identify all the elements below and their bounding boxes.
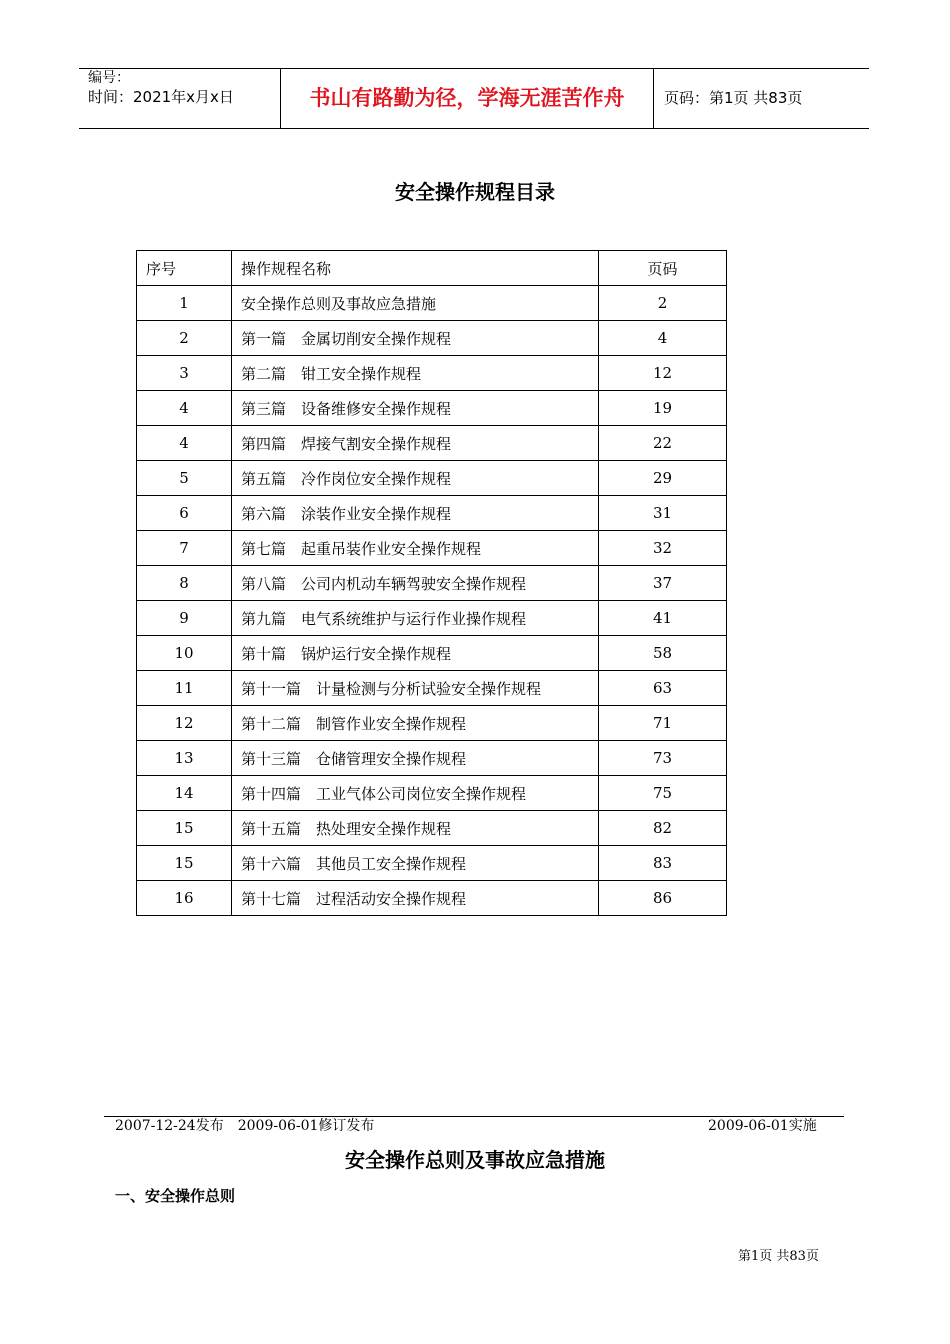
toc-row-number: 5 (137, 461, 232, 496)
toc-row-page: 19 (599, 391, 727, 426)
table-row (137, 776, 727, 811)
section-subtitle: 一、安全操作总则 (115, 1187, 236, 1205)
toc-row-name: 第八篇 公司内机动车辆驾驶安全操作规程 (232, 566, 599, 601)
toc-row-name: 第十二篇 制管作业安全操作规程 (232, 706, 599, 741)
toc-header-no: 序号 (137, 251, 232, 286)
toc-row-page: 41 (599, 601, 727, 636)
toc-row-page: 86 (599, 881, 727, 916)
toc-row-number: 12 (137, 706, 232, 741)
header-divider (653, 68, 654, 129)
table-row (137, 286, 727, 321)
table-row (137, 496, 727, 531)
table-row (137, 426, 727, 461)
table-row (137, 811, 727, 846)
table-row (137, 321, 727, 356)
toc-row-number: 11 (137, 671, 232, 706)
toc-row-number: 8 (137, 566, 232, 601)
toc-row-name: 第十四篇 工业气体公司岗位安全操作规程 (232, 776, 599, 811)
toc-header-name: 操作规程名称 (232, 251, 599, 286)
toc-row-number: 9 (137, 601, 232, 636)
toc-row-name: 第十七篇 过程活动安全操作规程 (232, 881, 599, 916)
header-motto: 书山有路勤为径，学海无涯苦作舟 (309, 86, 625, 110)
table-row (137, 566, 727, 601)
toc-row-page: 71 (599, 706, 727, 741)
header-number-label: 编号： (88, 70, 130, 86)
toc-row-name: 第一篇 金属切削安全操作规程 (232, 321, 599, 356)
toc-row-number: 6 (137, 496, 232, 531)
toc-row-number: 13 (137, 741, 232, 776)
toc-row-page: 83 (599, 846, 727, 881)
header-top-rule (79, 68, 869, 69)
publication-issued: 2007-12-24发布 2009-06-01修订发布 (115, 1118, 375, 1134)
section-title: 安全操作总则及事故应急措施 (345, 1148, 605, 1172)
toc-row-page: 58 (599, 636, 727, 671)
toc-row-page: 63 (599, 671, 727, 706)
toc-row-number: 1 (137, 286, 232, 321)
toc-row-number: 7 (137, 531, 232, 566)
toc-row-number: 10 (137, 636, 232, 671)
toc-row-name: 第九篇 电气系统维护与运行作业操作规程 (232, 601, 599, 636)
toc-row-name: 第三篇 设备维修安全操作规程 (232, 391, 599, 426)
table-row (137, 461, 727, 496)
toc-row-name: 第六篇 涂装作业安全操作规程 (232, 496, 599, 531)
toc-row-page: 32 (599, 531, 727, 566)
page-title: 安全操作规程目录 (395, 180, 555, 204)
table-row (137, 881, 727, 916)
toc-header-page: 页码 (599, 251, 727, 286)
toc-row-number: 4 (137, 426, 232, 461)
table-row (137, 671, 727, 706)
toc-row-page: 29 (599, 461, 727, 496)
toc-header-row (137, 251, 727, 286)
toc-row-page: 2 (599, 286, 727, 321)
table-row (137, 391, 727, 426)
header-time-label: 时间：2021年x月x日 (88, 88, 234, 106)
toc-row-name: 第五篇 冷作岗位安全操作规程 (232, 461, 599, 496)
table-row (137, 741, 727, 776)
toc-table (136, 250, 727, 916)
toc-row-number: 16 (137, 881, 232, 916)
page-footer: 第1页 共83页 (738, 1249, 819, 1264)
toc-row-name: 第二篇 钳工安全操作规程 (232, 356, 599, 391)
toc-row-page: 12 (599, 356, 727, 391)
toc-row-name: 第七篇 起重吊装作业安全操作规程 (232, 531, 599, 566)
toc-row-name: 第十六篇 其他员工安全操作规程 (232, 846, 599, 881)
toc-row-page: 73 (599, 741, 727, 776)
table-row (137, 356, 727, 391)
toc-row-page: 75 (599, 776, 727, 811)
toc-row-page: 82 (599, 811, 727, 846)
table-row (137, 601, 727, 636)
table-row (137, 531, 727, 566)
toc-row-number: 15 (137, 846, 232, 881)
toc-row-name: 第十三篇 仓储管理安全操作规程 (232, 741, 599, 776)
publication-effective: 2009-06-01实施 (708, 1118, 817, 1134)
toc-row-name: 第十五篇 热处理安全操作规程 (232, 811, 599, 846)
toc-row-page: 37 (599, 566, 727, 601)
toc-row-name: 第十篇 锅炉运行安全操作规程 (232, 636, 599, 671)
header-bottom-rule (79, 128, 869, 129)
table-row (137, 636, 727, 671)
toc-row-page: 22 (599, 426, 727, 461)
toc-row-number: 4 (137, 391, 232, 426)
toc-row-number: 3 (137, 356, 232, 391)
toc-row-number: 15 (137, 811, 232, 846)
table-row (137, 706, 727, 741)
toc-row-number: 14 (137, 776, 232, 811)
toc-row-page: 31 (599, 496, 727, 531)
header-page-info: 页码：第1页 共83页 (664, 89, 803, 107)
table-row (137, 846, 727, 881)
toc-row-name: 第十一篇 计量检测与分析试验安全操作规程 (232, 671, 599, 706)
toc-row-page: 4 (599, 321, 727, 356)
toc-row-name: 安全操作总则及事故应急措施 (232, 286, 599, 321)
toc-row-name: 第四篇 焊接气割安全操作规程 (232, 426, 599, 461)
toc-row-number: 2 (137, 321, 232, 356)
